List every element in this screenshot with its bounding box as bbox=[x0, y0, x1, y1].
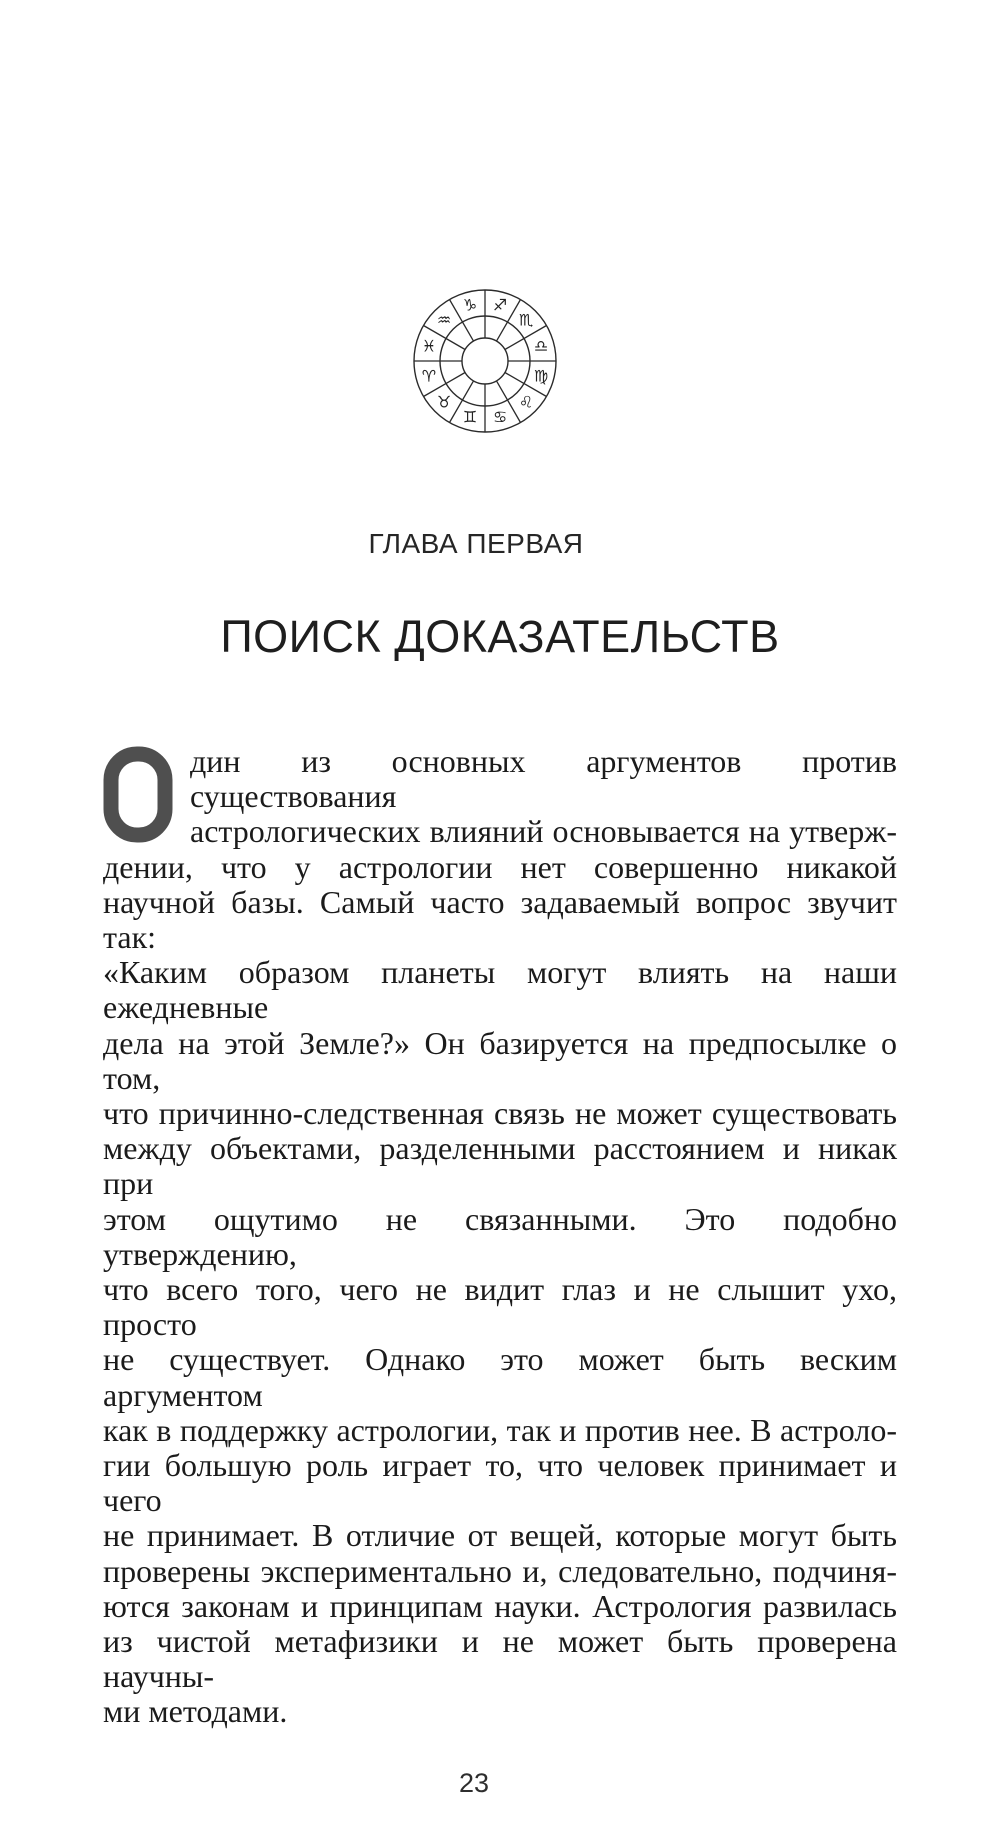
body-line: не принимает. В отличие от вещей, которые могут быть bbox=[103, 1517, 897, 1554]
chapter-title bbox=[0, 609, 1000, 665]
body-text bbox=[103, 744, 897, 1730]
body-line: не существует. Однако это может быть веским аргументом bbox=[103, 1341, 897, 1413]
body-line: из чистой метафизики и не может быть проверена научны- bbox=[103, 1623, 897, 1695]
page-number: 23 bbox=[458, 1767, 490, 1798]
drop-cap-glyph bbox=[103, 746, 173, 843]
zodiac-wheel-illustration bbox=[412, 288, 558, 434]
chapter-kicker-text: ГЛАВА ПЕРВАЯ bbox=[368, 528, 584, 559]
body-line: дин из основных аргументов против существования bbox=[190, 743, 897, 815]
zodiac-symbol-gemini-icon: ♊ bbox=[462, 407, 478, 427]
zodiac-symbol-cancer-icon: ♋ bbox=[492, 407, 508, 427]
body-line: как в поддержку астрологии, так и против нее. В астроло- bbox=[103, 1411, 897, 1448]
zodiac-symbol-libra-icon: ♎ bbox=[533, 336, 549, 356]
body-line: «Каким образом планеты могут влиять на наши ежедневные bbox=[103, 954, 897, 1026]
zodiac-symbol-sagittarius-icon: ♐ bbox=[492, 295, 508, 315]
book-page bbox=[0, 288, 1000, 1840]
zodiac-symbol-aries-icon: ♈ bbox=[421, 366, 437, 386]
chapter-title-text: ПОИСК ДОКАЗАТЕЛЬСТВ bbox=[220, 611, 780, 662]
body-line: астрологических влияний основывается на утверж- bbox=[190, 813, 897, 850]
paragraph bbox=[103, 744, 897, 1730]
body-line: ми методами. bbox=[103, 1693, 288, 1730]
body-line: проверены экспериментально и, следовательно, подчиня- bbox=[103, 1552, 897, 1589]
zodiac-symbol-pisces-icon: ♓ bbox=[421, 336, 437, 356]
body-line: дении, что у астрологии нет совершенно никакой bbox=[103, 848, 897, 885]
body-line: что причинно-следственная связь не может существовать bbox=[103, 1095, 897, 1132]
zodiac-symbol-aquarius-icon: ♒ bbox=[436, 310, 452, 330]
body-line: гии большую роль играет то, что человек принимает и чего bbox=[103, 1447, 897, 1519]
zodiac-symbol-leo-icon: ♌ bbox=[518, 392, 534, 412]
body-line: дела на этой Земле?» Он базируется на предпосылке о том, bbox=[103, 1024, 897, 1096]
wheel-circle bbox=[462, 338, 508, 384]
chapter-kicker bbox=[0, 527, 976, 561]
zodiac-symbol-capricorn-icon: ♑ bbox=[462, 295, 478, 315]
drop-cap bbox=[103, 746, 173, 843]
body-line: ются законам и принципам науки. Астрология развилась bbox=[103, 1587, 897, 1624]
body-line: между объектами, разделенными расстоянием и никак при bbox=[103, 1130, 897, 1202]
zodiac-symbol-scorpio-icon: ♏ bbox=[518, 310, 534, 330]
zodiac-symbol-virgo-icon: ♍ bbox=[533, 366, 549, 386]
body-line: научной базы. Самый часто задаваемый вопрос звучит так: bbox=[103, 883, 897, 956]
body-line: что всего того, чего не видит глаз и не слышит ухо, просто bbox=[103, 1271, 897, 1343]
zodiac-symbol-taurus-icon: ♉ bbox=[436, 392, 452, 412]
body-line: этом ощутимо не связанными. Это подобно утверждению, bbox=[103, 1200, 897, 1272]
